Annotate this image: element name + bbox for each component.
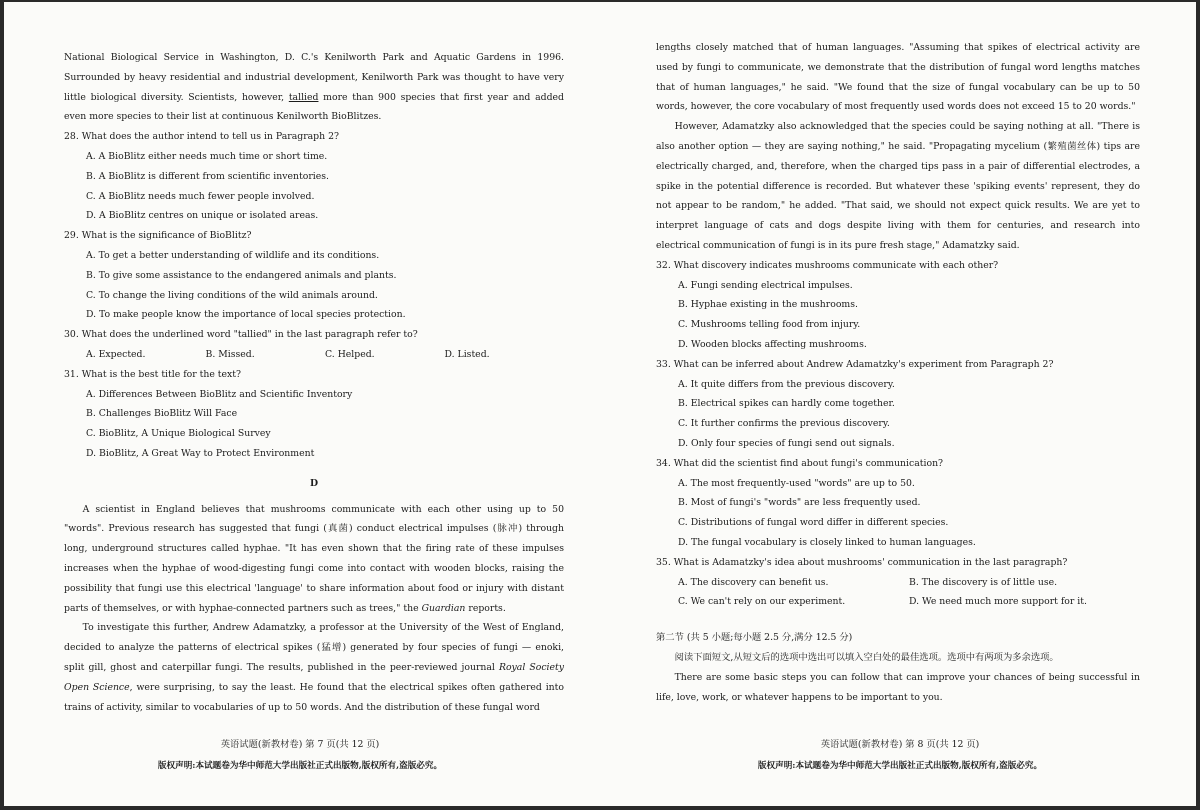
option-c: C. We can't rely on our experiment. bbox=[678, 596, 846, 608]
intro-line: Surrounded by heavy residential and industrial development, Kenilworth Park was thought to have very bbox=[64, 71, 564, 83]
option-b: B. To give some assistance to the endangered animals and plants. bbox=[86, 269, 397, 281]
option-b: B. Electrical spikes can hardly come together. bbox=[678, 398, 895, 410]
page-footer-title: 英语试题(新教材卷) 第 8 页(共 12 页) bbox=[820, 739, 980, 750]
option-c: C. A BioBlitz needs much fewer people involved. bbox=[86, 190, 315, 202]
option-b: B. Most of fungi's "words" are less frequently used. bbox=[678, 497, 921, 509]
question-stem: 32. What discovery indicates mushrooms communicate with each other? bbox=[656, 259, 999, 271]
question-33 bbox=[656, 355, 1140, 454]
option-a: A. Fungi sending electrical impulses. bbox=[678, 279, 853, 291]
option-d: D. Wooden blocks affecting mushrooms. bbox=[678, 338, 867, 350]
question-30 bbox=[64, 325, 564, 365]
question-stem: 28. What does the author intend to tell us in Paragraph 2? bbox=[64, 131, 339, 143]
question-stem: 30. What does the underlined word "tallied" in the last paragraph refer to? bbox=[64, 329, 418, 341]
option-b: B. A BioBlitz is different from scientific inventories. bbox=[86, 170, 329, 182]
option-row bbox=[678, 573, 1140, 593]
option-c: C. To change the living conditions of the wild animals around. bbox=[86, 289, 378, 301]
passage-d-paragraph-3: However, Adamatzky also acknowledged that the species could be saying nothing at all. "There is also another option — they are saying nothing," he said. "Propagating mycelium (繁殖菌丝体) tips are electrically charged, and, therefore, when the charged tips pass in a pair of differential electrodes, a spike in the potential difference is recorded. But whatever these 'spiking events' represent, they do not appear to be random," he added. "That said, we should not expect quick results. We are yet to interpret language of cats and dogs despite living with them for centuries, and research into electrical communication of fungi is in its pure fresh stage," Adamatzky said. bbox=[656, 121, 1140, 251]
page-8 bbox=[600, 0, 1200, 810]
question-29 bbox=[64, 226, 564, 325]
option-row bbox=[86, 345, 564, 365]
section-2-instructions: 阅读下面短文,从短文后的选项中选出可以填入空白处的最佳选项。选项中有两项为多余选项。 bbox=[674, 651, 1059, 663]
intro-line: National Biological Service in Washington, D. C.'s Kenilworth Park and Aquatic Gardens in 1996. bbox=[64, 52, 564, 63]
question-35 bbox=[656, 553, 1140, 612]
paragraph-text: A scientist in England believes that mushrooms communicate with each other using up to 50 "words". Previous research has suggested that fungi (真菌) conduct electrical impulses (脉冲) through long, underground structures called hyphae. "It has even shown that the firing rate of these impulses increases when the hyphae of wood-digesting fungi come into contact with wooden blocks, raising the possibility that fungi use this electrical 'language' to share information about food or injury with distant parts of themselves, or with hyphae-connected partners such as trees," the bbox=[64, 503, 564, 614]
option-b: B. Challenges BioBlitz Will Face bbox=[86, 408, 238, 420]
option-d: D. A BioBlitz centres on unique or isolated areas. bbox=[86, 210, 319, 222]
option-c: C. BioBlitz, A Unique Biological Survey bbox=[86, 428, 271, 440]
paragraph-text: reports. bbox=[465, 602, 506, 614]
question-32 bbox=[656, 256, 1140, 355]
option-a: A. Differences Between BioBlitz and Scientific Inventory bbox=[86, 388, 353, 400]
question-stem: 35. What is Adamatzky's idea about mushrooms' communication in the last paragraph? bbox=[656, 556, 1068, 568]
passage-d-paragraph-2 bbox=[64, 618, 564, 717]
passage-d-paragraph-1 bbox=[64, 500, 564, 619]
option-a: A. It quite differs from the previous discovery. bbox=[678, 378, 895, 390]
section-2-heading: 第二节 (共 5 小题;每小题 2.5 分,满分 12.5 分) bbox=[656, 632, 853, 644]
underlined-word-tallied: tallied bbox=[288, 91, 319, 103]
copyright-notice: 版权声明:本试题卷为华中师范大学出版社正式出版物,版权所有,盗版必究。 bbox=[757, 761, 1043, 771]
option-d: D. Only four species of fungi send out signals. bbox=[678, 437, 895, 449]
question-stem: 29. What is the significance of BioBlitz? bbox=[64, 230, 252, 242]
section-d-heading: D bbox=[309, 477, 319, 489]
paragraph-text: , were surprising, to say the least. He found that the electrical spikes often gathered into trains of activity, similar to vocabularies of up to 50 words. And the distribution of these fungal word bbox=[64, 681, 564, 713]
page-footer-title: 英语试题(新教材卷) 第 7 页(共 12 页) bbox=[220, 739, 380, 750]
option-row bbox=[678, 592, 1140, 612]
option-d: D. Listed. bbox=[444, 348, 490, 360]
question-stem: 31. What is the best title for the text? bbox=[64, 368, 242, 380]
option-a: A. The discovery can benefit us. bbox=[678, 576, 829, 588]
intro-paragraph bbox=[64, 48, 564, 127]
option-b: B. Missed. bbox=[205, 348, 255, 360]
option-c: C. Distributions of fungal word differ in different species. bbox=[678, 517, 949, 529]
option-c: C. It further confirms the previous discovery. bbox=[678, 418, 890, 430]
option-b: B. The discovery is of little use. bbox=[909, 576, 1058, 588]
option-d: D. The fungal vocabulary is closely linked to human languages. bbox=[678, 536, 976, 548]
option-a: A. To get a better understanding of wildlife and its conditions. bbox=[86, 249, 380, 261]
question-stem: 33. What can be inferred about Andrew Adamatzky's experiment from Paragraph 2? bbox=[656, 358, 1054, 370]
section-2-paragraph: There are some basic steps you can follow that can improve your chances of being successful in life, love, work, or whatever happens to be important to you. bbox=[656, 671, 1140, 703]
option-c: C. Helped. bbox=[325, 348, 375, 360]
option-d: D. To make people know the importance of local species protection. bbox=[86, 309, 406, 321]
option-c: C. Mushrooms telling food from injury. bbox=[678, 319, 861, 331]
intro-line: little biological diversity. Scientists, however, bbox=[64, 91, 289, 103]
option-a: A. A BioBlitz either needs much time or short time. bbox=[86, 150, 328, 162]
option-a: A. Expected. bbox=[86, 348, 146, 360]
copyright-notice: 版权声明:本试题卷为华中师范大学出版社正式出版物,版权所有,盗版必究。 bbox=[157, 761, 443, 771]
paragraph-text: To investigate this further, Andrew Adamatzky, a professor at the University of the West of England, decided to analyze the patterns of electrical spikes (猛增) generated by four species of fungi — enoki, split gill, ghost and caterpillar fungi. The results, published in the peer-reviewed journal bbox=[64, 622, 564, 673]
question-28 bbox=[64, 127, 564, 226]
source-name: Guardian bbox=[421, 602, 466, 614]
option-b: B. Hyphae existing in the mushrooms. bbox=[678, 299, 858, 311]
question-stem: 34. What did the scientist find about fungi's communication? bbox=[656, 457, 944, 469]
intro-line: more species to their list at continuous Kenilworth BioBlitzes. bbox=[89, 111, 382, 123]
intro-line: more than 900 species that first year and added even bbox=[64, 91, 564, 123]
option-d: D. BioBlitz, A Great Way to Protect Environment bbox=[86, 447, 315, 459]
passage-d-paragraph-2-cont: lengths closely matched that of human languages. "Assuming that spikes of electrical activity are used by fungi to communicate, we demonstrate that the distribution of fungal word lengths matches that of human languages," he said. "We found that the size of fungal vocabulary can be up to 50 words, however, the core vocabulary of most frequently used words does not exceed 15 to 20 words." bbox=[656, 42, 1140, 113]
option-d: D. We need much more support for it. bbox=[909, 596, 1087, 608]
question-31 bbox=[64, 365, 564, 464]
option-a: A. The most frequently-used "words" are up to 50. bbox=[678, 477, 915, 489]
journal-name: Royal Society Open Science bbox=[64, 661, 564, 693]
question-34 bbox=[656, 454, 1140, 553]
